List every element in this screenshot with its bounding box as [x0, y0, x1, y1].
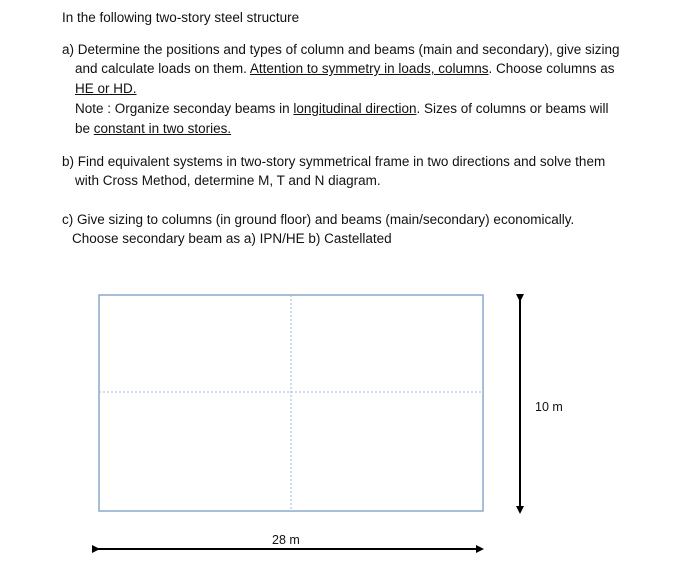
symmetry-attention-text: Attention to symmetry in loads, columns [249, 61, 489, 76]
note-line-2-text: be [75, 121, 94, 136]
part-b-line-1: b) Find equivalent systems in two-story symmetrical frame in two directions and solve them [62, 154, 606, 169]
part-a-line-1: a) Determine the positions and types of column and beams (main and secondary), give sizing [62, 42, 620, 57]
part-c-line-1: c) Give sizing to columns (in ground floor) and beams (main/secondary) economically. [62, 212, 575, 227]
intro-text: In the following two-story steel structure [62, 10, 300, 25]
part-a-line-2-text: and calculate loads on them. [75, 61, 250, 76]
constant-two-stories-text: constant in two stories. [93, 121, 232, 136]
he-hd-text: HE or HD. [75, 81, 137, 96]
note-tail: . Sizes of columns or beams will [416, 101, 609, 116]
part-b-line-2: with Cross Method, determine M, T and N diagram. [75, 173, 381, 188]
width-dimension-label: 28 m [272, 533, 300, 547]
height-dimension-label: 10 m [535, 400, 563, 414]
part-c-line-2: Choose secondary beam as a) IPN/HE b) Castellated [72, 231, 392, 246]
part-a-line-2-tail: . Choose columns as [488, 61, 615, 76]
note-prefix: Note : Organize seconday beams in [75, 101, 294, 116]
longitudinal-direction-text: longitudinal direction [293, 101, 417, 116]
